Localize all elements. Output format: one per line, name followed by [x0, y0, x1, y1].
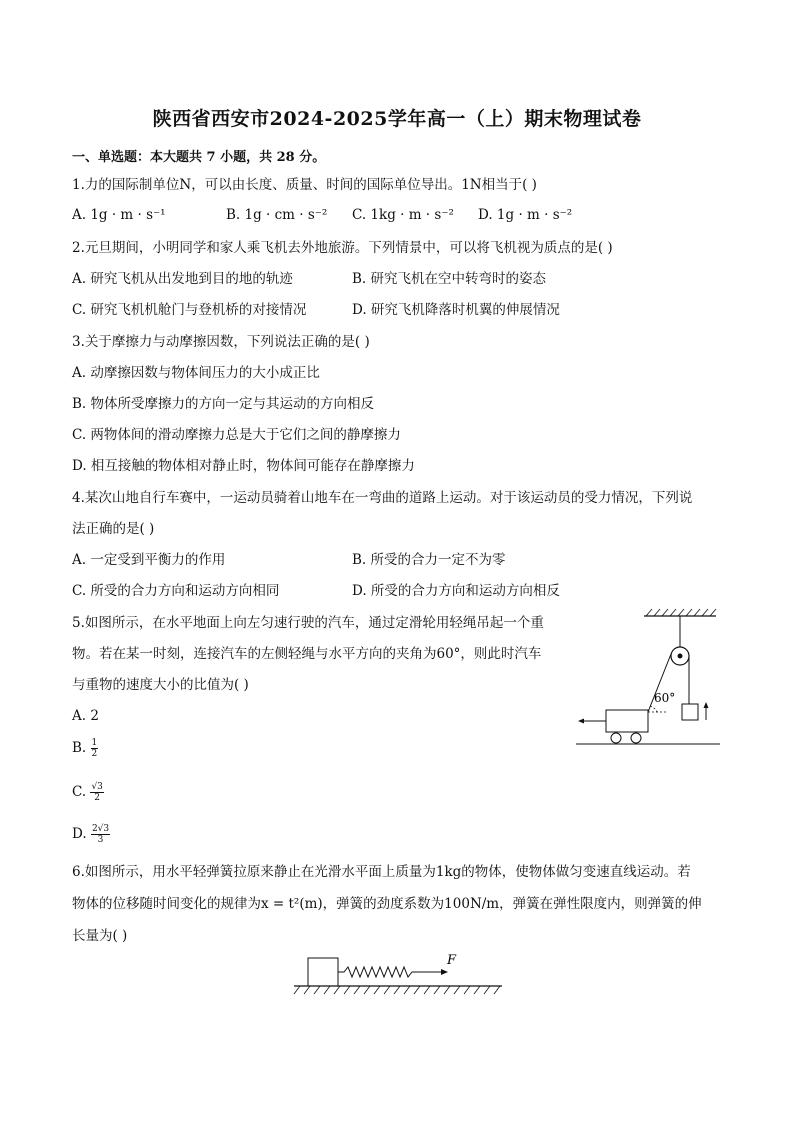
- q4-option-a: A. 一定受到平衡力的作用: [72, 552, 226, 568]
- q3-stem: 3.关于摩擦力与动摩擦因数，下列说法正确的是( ): [72, 334, 370, 350]
- q1-option-b: B. 1g · cm · s⁻²: [226, 207, 328, 223]
- q1-option-d: D. 1g · m · s⁻²: [478, 207, 573, 223]
- spring: [338, 967, 418, 977]
- q5-stem-line1: 5.如图所示，在水平地面上向左匀速行驶的汽车，通过定滑轮用轻绳吊起一个重: [72, 615, 544, 631]
- q4-stem-line1: 4.某次山地自行车赛中，一运动员骑着山地车在一弯曲的道路上运动。对于该运动员的受力情况，下列说: [72, 490, 693, 506]
- q5-option-c-fraction: [90, 782, 103, 803]
- q5-stem-line3: 与重物的速度大小的比值为( ): [72, 677, 249, 693]
- q5-stem-line2: 物。若在某一时刻，连接汽车的左侧轻绳与水平方向的夹角为60°，则此时汽车: [72, 646, 542, 662]
- block: [308, 958, 338, 986]
- weight-arrowhead: [704, 702, 709, 708]
- q6-figure: [290, 948, 510, 1000]
- q5-option-b-label: B.: [72, 740, 87, 756]
- car-arrowhead: [578, 719, 584, 724]
- q3-option-d: D. 相互接触的物体相对静止时，物体间可能存在静摩擦力: [72, 458, 415, 474]
- hanging-weight: [682, 704, 698, 720]
- q6-stem-line2: 物体的位移随时间变化的规律为x = t²(m)，弹簧的劲度系数为100N/m，弹簧在弹性限度内，则弹簧的伸: [72, 896, 702, 912]
- q3-option-b: B. 物体所受摩擦力的方向一定与其运动的方向相反: [72, 396, 375, 412]
- q5-option-b-fraction: [91, 738, 99, 759]
- q5-option-c-numerator: √3: [91, 782, 103, 792]
- q5-option-d-numerator: 2√3: [91, 824, 110, 834]
- q2-option-a: A. 研究飞机从出发地到目的地的轨迹: [72, 271, 293, 287]
- car-wheel-right: [631, 733, 641, 743]
- q4-stem-line2: 法正确的是( ): [72, 521, 155, 537]
- surface-hatch: [294, 986, 500, 994]
- q4-option-b: B. 所受的合力一定不为零: [352, 552, 506, 568]
- q3-option-a: A. 动摩擦因数与物体间压力的大小成正比: [72, 365, 320, 381]
- q5-option-a: A. 2: [72, 708, 99, 724]
- q6-stem-line3: 长量为( ): [72, 928, 128, 944]
- car-wheel-left: [611, 733, 621, 743]
- q3-option-c: C. 两物体间的滑动摩擦力总是大于它们之间的静摩擦力: [72, 427, 401, 443]
- q6-stem-line1: 6.如图所示，用水平轻弹簧拉原来静止在光滑水平面上质量为1kg的物体，使物体做匀变速直线运动。若: [72, 864, 691, 880]
- q5-option-c: [72, 782, 104, 803]
- q5-option-b: [72, 738, 98, 759]
- angle-label: 60°: [654, 691, 676, 705]
- ceiling-hatch: [646, 609, 716, 616]
- q5-option-c-label: C.: [72, 784, 87, 800]
- force-arrowhead: [441, 969, 448, 975]
- q4-option-c: C. 所受的合力方向和运动方向相同: [72, 583, 280, 599]
- q2-option-c: C. 研究飞机机舱门与登机桥的对接情况: [72, 302, 307, 318]
- q2-stem: 2.元旦期间，小明同学和家人乘飞机去外地旅游。下列情景中，可以将飞机视为质点的是( ): [72, 240, 613, 256]
- q1-option-a: A. 1g · m · s⁻¹: [72, 207, 166, 223]
- section-heading: 一、单选题：本大题共 7 小题，共 28 分。: [72, 150, 326, 165]
- angle-arc: [650, 706, 658, 714]
- q1-option-c: C. 1kg · m · s⁻²: [352, 207, 454, 223]
- car-body: [606, 710, 648, 732]
- q2-option-b: B. 研究飞机在空中转弯时的姿态: [352, 271, 547, 287]
- q5-option-c-denominator: 2: [94, 793, 101, 803]
- q5-option-b-numerator: 1: [91, 738, 98, 748]
- q1-stem: 1.力的国际制单位N，可以由长度、质量、时间的国际单位导出。1N相当于( ): [72, 177, 537, 193]
- page-title: 陕西省西安市2024-2025学年高一（上）期末物理试卷: [152, 108, 642, 130]
- pulley-axle: [678, 654, 683, 659]
- q5-option-d-fraction: [91, 824, 110, 845]
- q5-figure: [572, 608, 724, 752]
- force-label: F: [447, 953, 457, 968]
- q5-option-d: [72, 824, 110, 845]
- q4-option-d: D. 所受的合力方向和运动方向相反: [352, 583, 560, 599]
- q2-option-d: D. 研究飞机降落时机翼的伸展情况: [352, 302, 560, 318]
- q5-option-b-denominator: 2: [91, 749, 98, 759]
- q5-option-d-denominator: 3: [97, 835, 104, 845]
- q5-option-d-label: D.: [72, 826, 87, 842]
